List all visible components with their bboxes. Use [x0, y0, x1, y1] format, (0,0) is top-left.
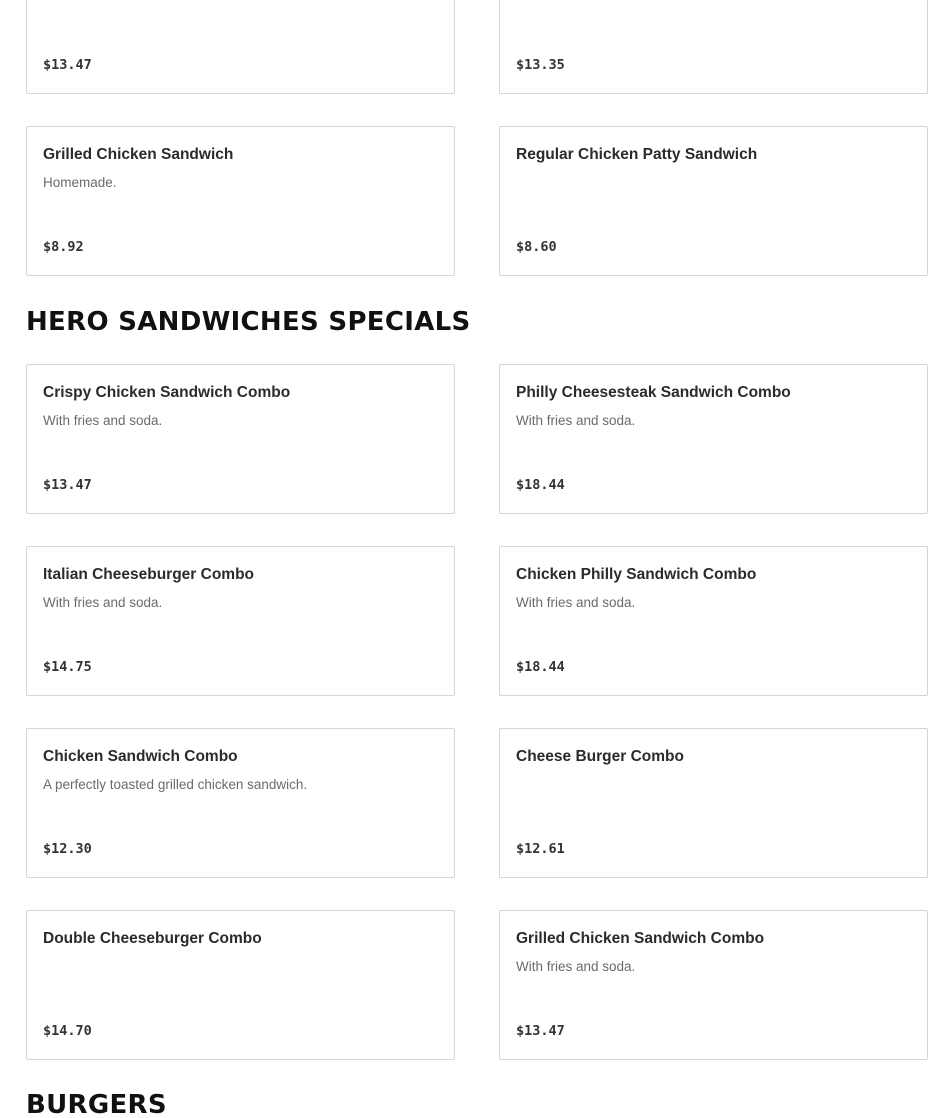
menu-item-card[interactable] [499, 546, 928, 696]
menu-item-price: $12.61 [516, 841, 565, 857]
menu-item-name: Crispy Chicken Sandwich Combo [43, 384, 291, 401]
menu-item-name: Regular Chicken Patty Sandwich [516, 146, 758, 163]
menu-item-price: $12.30 [43, 841, 92, 857]
menu-item-description: With fries and soda. [516, 959, 636, 974]
menu-item-name: Chicken Sandwich Combo [43, 748, 238, 765]
menu-item-description: With fries and soda. [43, 413, 163, 428]
menu-item-name: Chicken Philly Sandwich Combo [516, 566, 757, 583]
menu-item-description: With fries and soda. [516, 595, 636, 610]
menu-item-name: Italian Cheeseburger Combo [43, 566, 255, 583]
menu-item-name: Philly Cheesesteak Sandwich Combo [516, 384, 791, 401]
menu-item-card[interactable] [499, 910, 928, 1060]
section-title-burgers: BURGERS [26, 1090, 167, 1118]
menu-items-grid-top [26, 0, 928, 276]
menu-item-name: Double Cheeseburger Combo [43, 930, 262, 947]
menu-item-price: $8.92 [43, 239, 84, 255]
menu-item-price: $18.44 [516, 477, 565, 493]
menu-item-price: $13.47 [43, 57, 92, 73]
menu-items-grid-hero-sandwiches [26, 364, 928, 1060]
menu-item-card[interactable] [26, 910, 455, 1060]
menu-item-name: Cheese Burger Combo [516, 748, 684, 765]
menu-item-card[interactable] [499, 0, 928, 94]
menu-item-price: $13.35 [516, 57, 565, 73]
menu-item-card[interactable] [26, 728, 455, 878]
menu-item-price: $8.60 [516, 239, 557, 255]
menu-item-card[interactable] [499, 126, 928, 276]
menu-item-price: $13.47 [43, 477, 92, 493]
menu-item-card[interactable] [26, 126, 455, 276]
menu-item-card[interactable] [499, 364, 928, 514]
menu-item-card[interactable] [26, 0, 455, 94]
menu-item-name: Grilled Chicken Sandwich Combo [516, 930, 765, 947]
menu-item-price: $14.70 [43, 1023, 92, 1039]
menu-item-price: $13.47 [516, 1023, 565, 1039]
menu-item-description: Homemade. [43, 175, 117, 190]
menu-item-price: $14.75 [43, 659, 92, 675]
menu-item-card[interactable] [26, 364, 455, 514]
menu-item-description: A perfectly toasted grilled chicken sandwich. [43, 777, 308, 792]
menu-item-card[interactable] [26, 546, 455, 696]
menu-item-price: $18.44 [516, 659, 565, 675]
menu-item-card[interactable] [499, 728, 928, 878]
menu-item-name: Grilled Chicken Sandwich [43, 146, 234, 163]
menu-item-description: With fries and soda. [43, 595, 163, 610]
section-title-hero-sandwiches: HERO SANDWICHES SPECIALS [26, 307, 471, 337]
menu-item-description: With fries and soda. [516, 413, 636, 428]
